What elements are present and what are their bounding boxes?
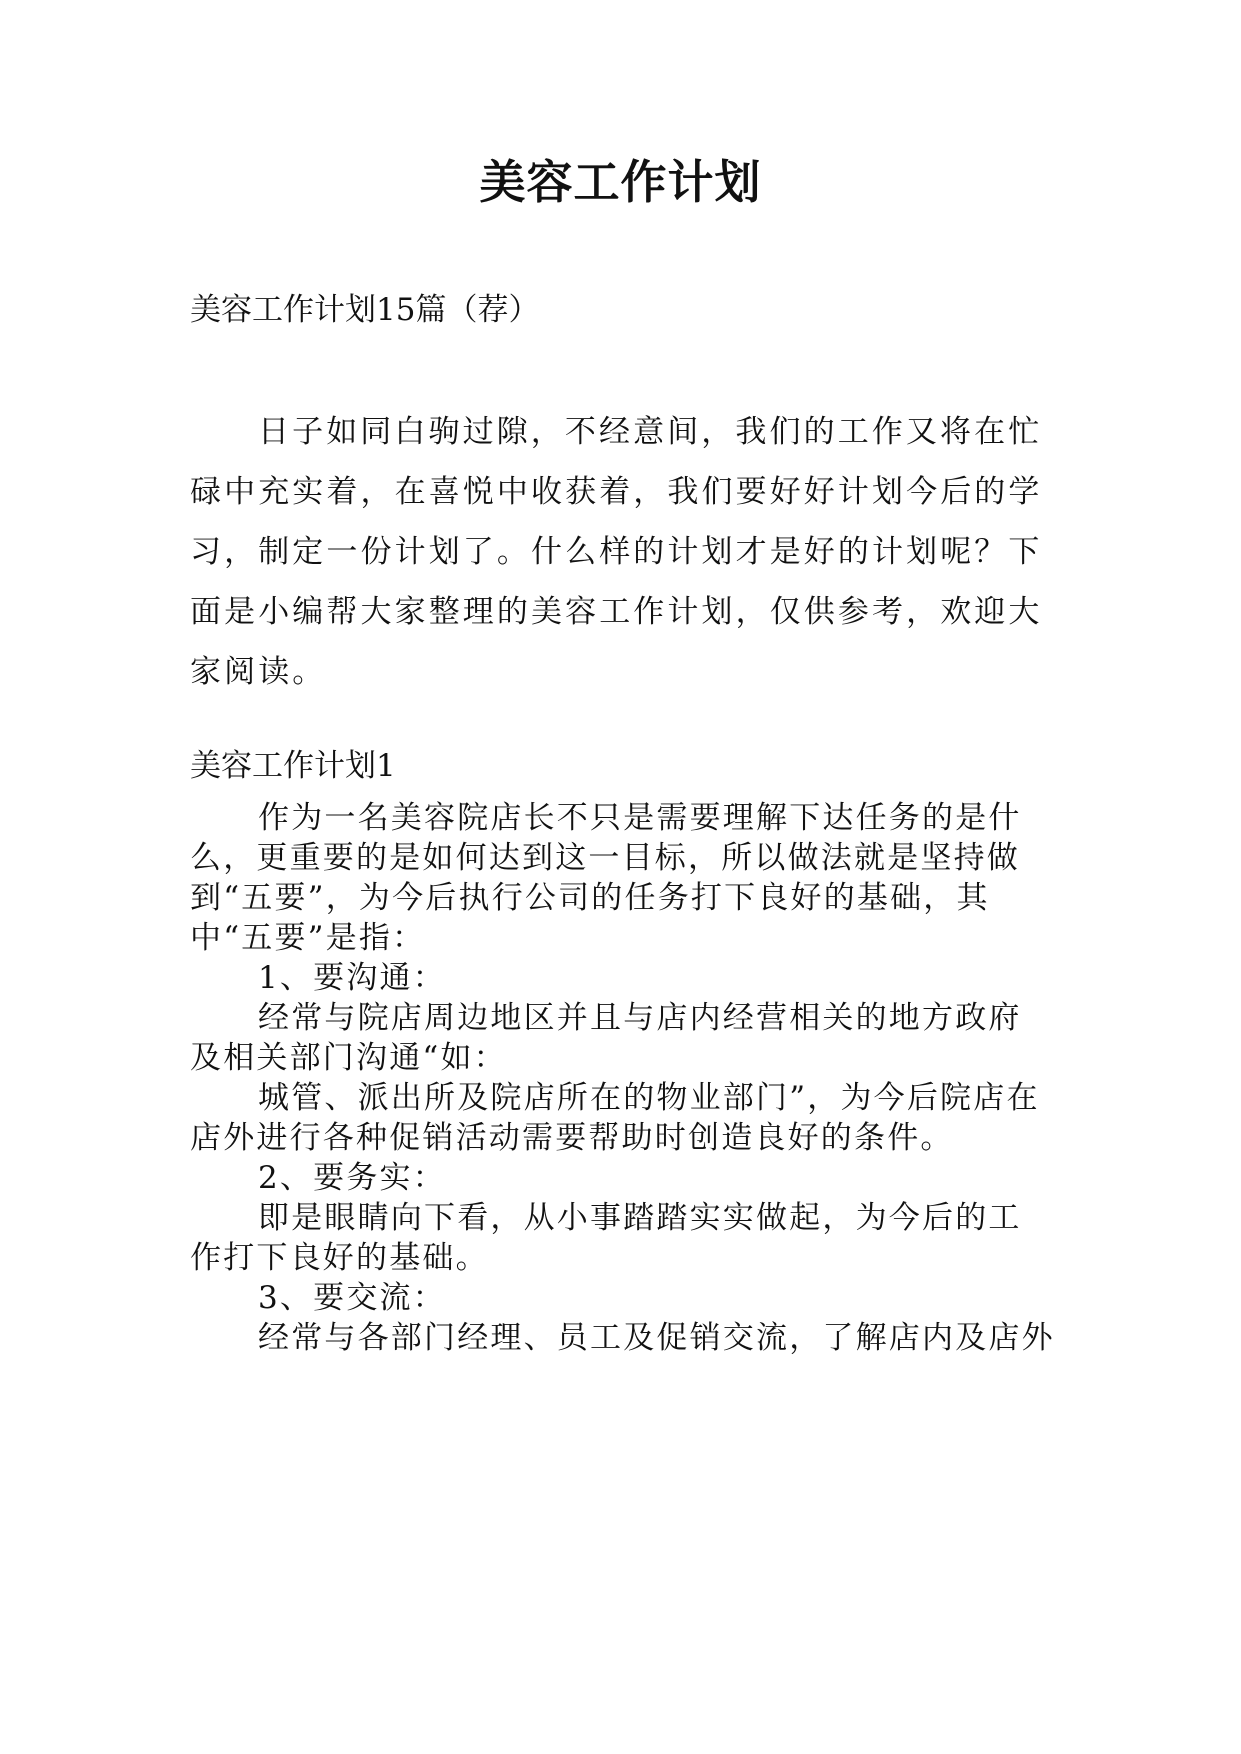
list-item-heading: 1、要沟通： (258, 960, 446, 996)
section-body (190, 798, 1055, 1358)
paragraph: 经常与各部门经理、员工及促销交流，了解店内及店外 (258, 1320, 1055, 1356)
list-item-heading: 3、要交流： (258, 1280, 446, 1316)
paragraph: 经常与院店周边地区并且与店内经营相关的地方政府及相关部门沟通“如： (190, 1000, 1022, 1076)
paragraph: 城管、派出所及院店所在的物业部门”，为今后院店在店外进行各种促销活动需要帮助时创造良好的条件。 (190, 1080, 1040, 1156)
document-title: 美容工作计划 (479, 155, 762, 209)
list-item-heading: 2、要务实： (258, 1160, 446, 1196)
document-subtitle: 美容工作计划15篇（荐） (190, 292, 540, 328)
section-heading: 美容工作计划1 (190, 748, 396, 784)
paragraph: 即是眼睛向下看，从小事踏踏实实做起，为今后的工作打下良好的基础。 (190, 1200, 1022, 1276)
intro-paragraph: 日子如同白驹过隙，不经意间，我们的工作又将在忙碌中充实着，在喜悦中收获着，我们要好好计划今后的学习，制定一份计划了。什么样的计划才是好的计划呢？下面是小编帮大家整理的美容工作计划，仅供参考，欢迎大家阅读。 (190, 414, 1043, 690)
document-body (190, 290, 1055, 1358)
paragraph: 作为一名美容院店长不只是需要理解下达任务的是什么，更重要的是如何达到这一目标，所以做法就是坚持做到“五要”，为今后执行公司的任务打下良好的基础，其中“五要”是指： (190, 800, 1022, 956)
